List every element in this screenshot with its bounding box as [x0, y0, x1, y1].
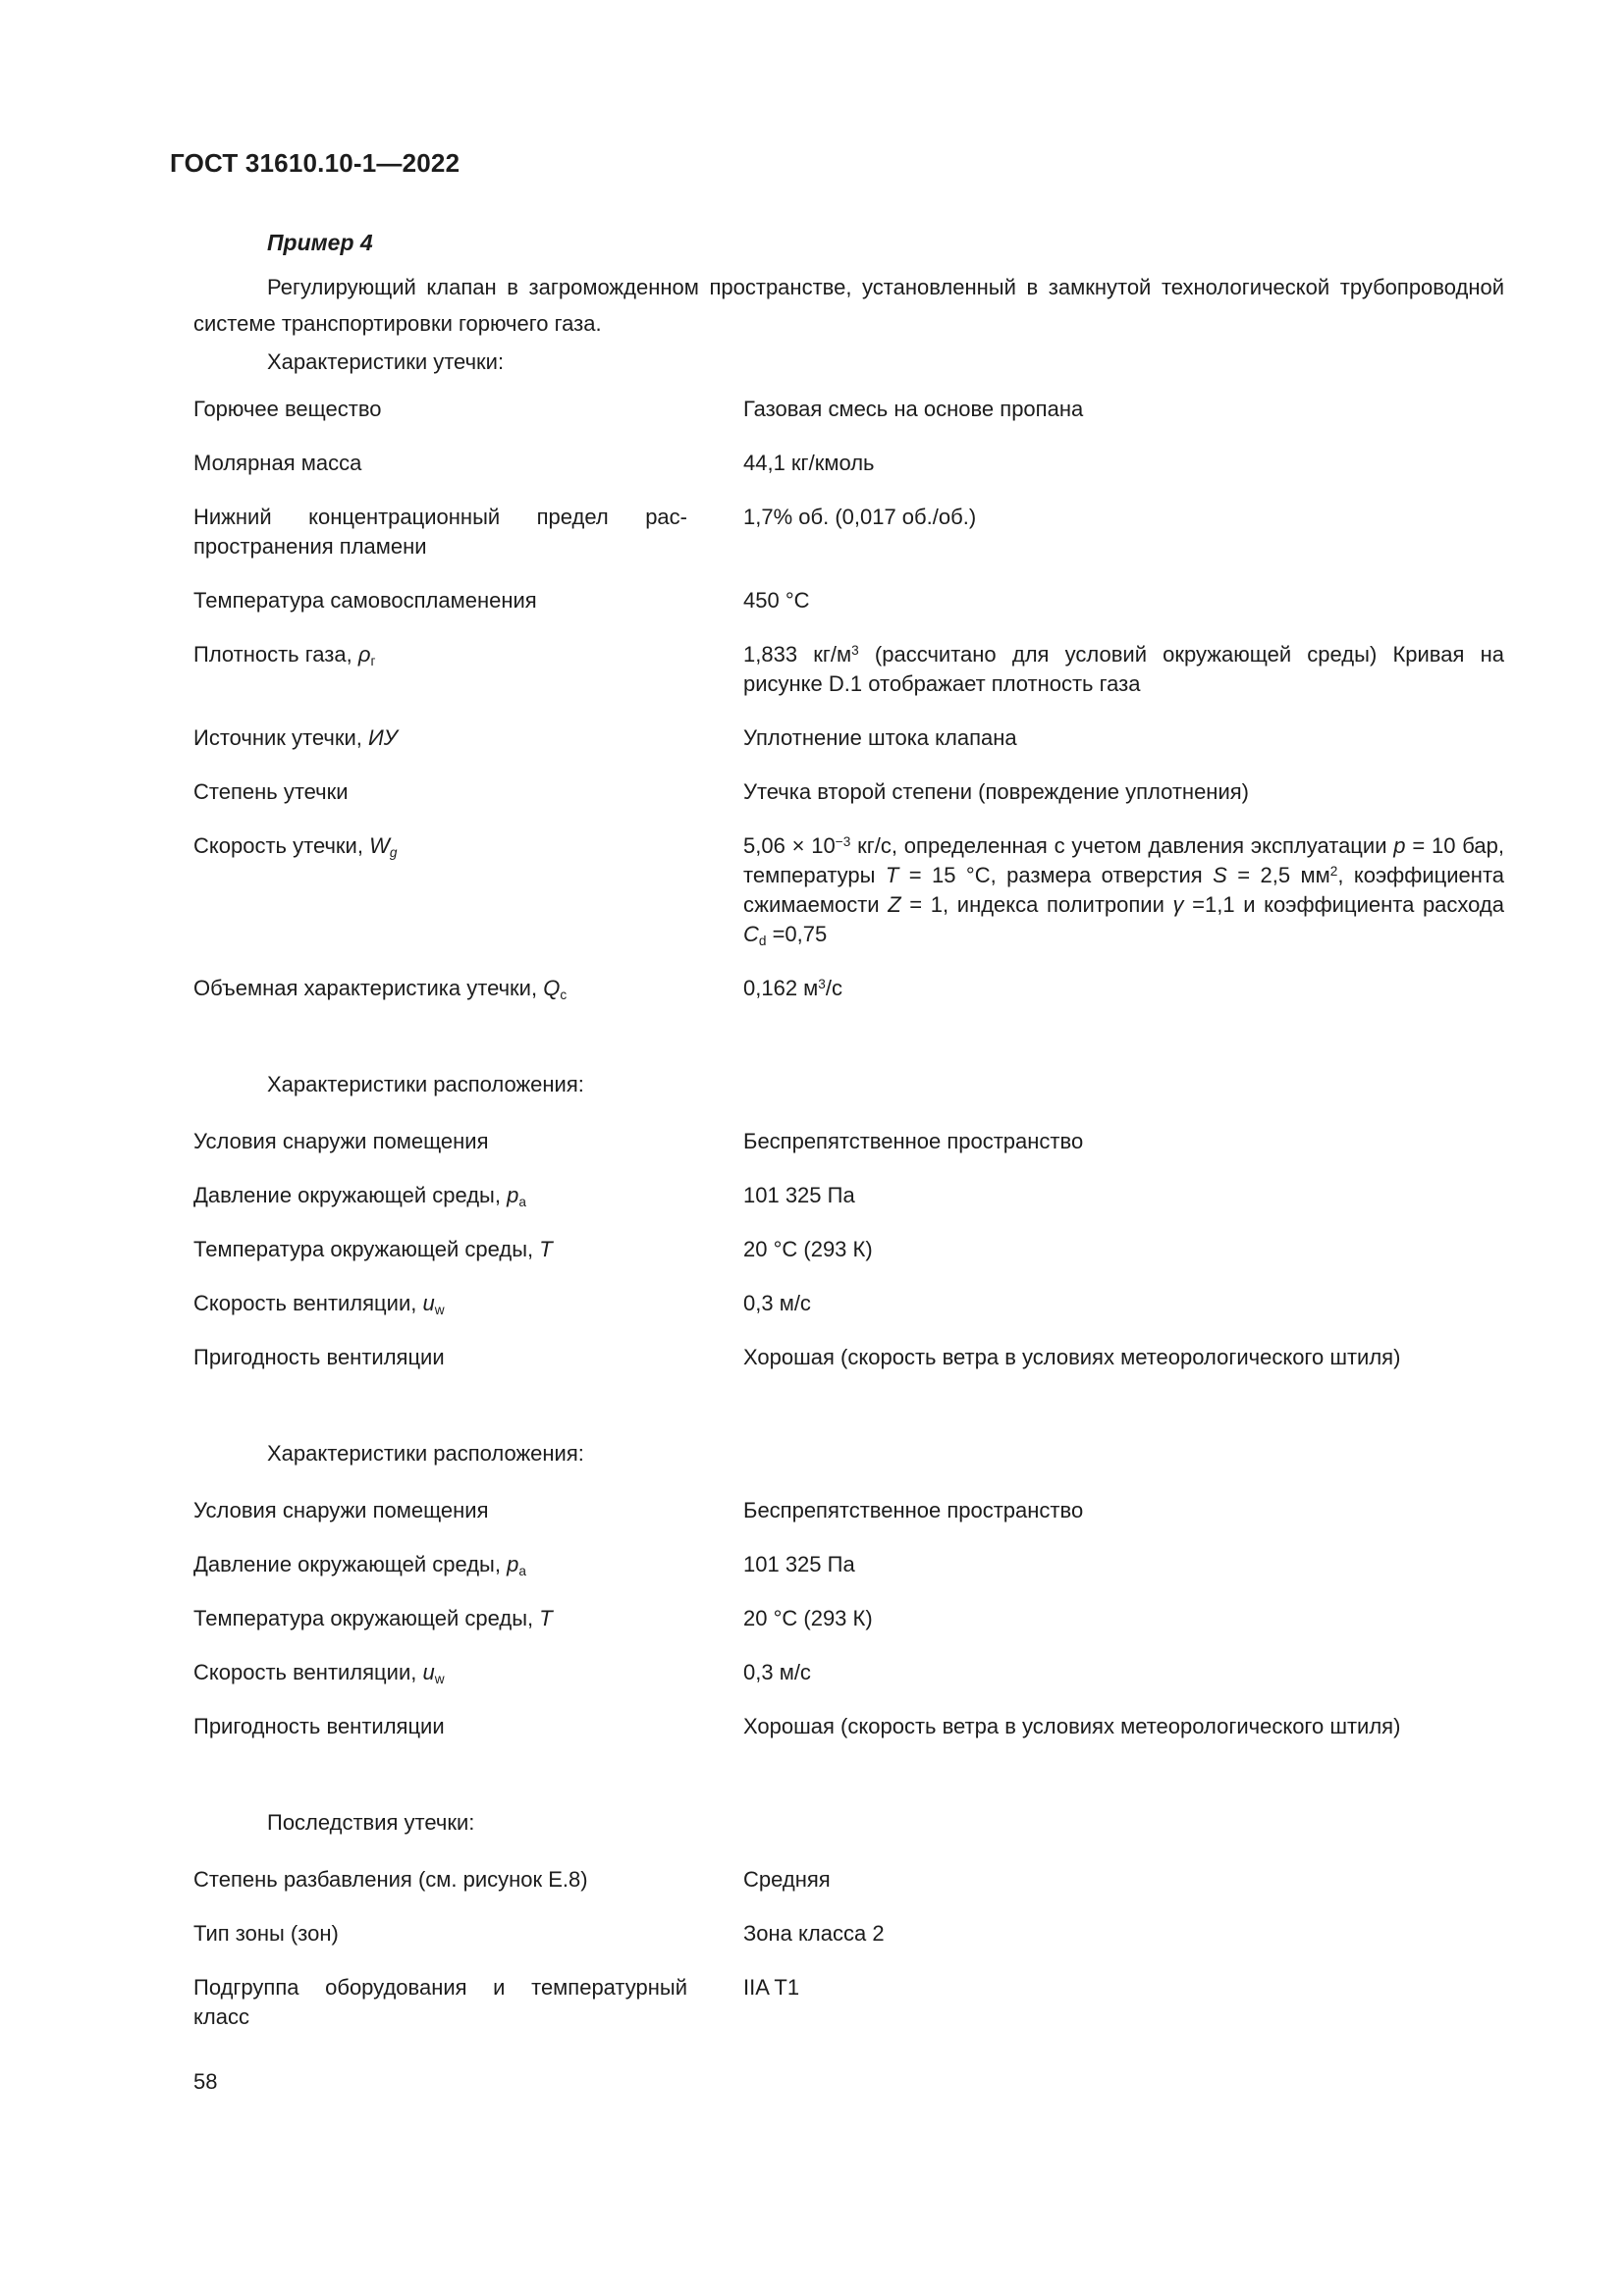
characteristics-list	[193, 344, 1504, 2032]
table-row	[193, 1289, 1504, 1318]
section-caption: Характеристики утечки:	[267, 349, 505, 374]
row-value: 1,7% об. (0,017 об./об.)	[743, 505, 977, 529]
table-row	[193, 1712, 1504, 1741]
row-value: Беспрепятственное пространство	[743, 1129, 1084, 1153]
example-intro: Регулирующий клапан в загроможденном пространстве, установленный в замкнутой технологической трубопроводной системе транспортировки горючего газа.	[193, 275, 1504, 336]
row-value: 1,833 $кг/м^3$ (рассчитано для условий окружающей среды) Кривая на рисунке D.1 отображает плотность газа	[743, 642, 1504, 696]
row-value: 0,162 $м^3/с$	[743, 976, 842, 1000]
row-value: 20 °C (293 К)	[743, 1237, 873, 1261]
row-label: Подгруппа оборудования и температурный класс	[193, 1975, 687, 2029]
row-value: 101 325 Па	[743, 1552, 855, 1576]
row-label: Плотность газа, $\rho_г$	[193, 642, 376, 668]
row-value: 0,3 м/с	[743, 1660, 811, 1684]
table-row	[193, 503, 1504, 561]
section-rows	[193, 1865, 1504, 2032]
table-row	[193, 1496, 1504, 1525]
row-label: Тип зоны (зон)	[193, 1921, 339, 1946]
row-value: Хорошая (скорость ветра в условиях метеорологического штиля)	[743, 1714, 1401, 1738]
row-value: Газовая смесь на основе пропана	[743, 397, 1084, 421]
section-caption: Последствия утечки:	[267, 1810, 475, 1835]
row-label: Условия снаружи помещения	[193, 1129, 489, 1153]
row-label: Скорость вентиляции, $u_w$	[193, 1291, 445, 1317]
row-value: 0,3 м/с	[743, 1291, 811, 1315]
row-label: Условия снаружи помещения	[193, 1498, 489, 1522]
table-row	[193, 1865, 1504, 1895]
row-value: 101 325 Па	[743, 1183, 855, 1207]
row-value: 450 °C	[743, 588, 810, 613]
row-label: Объемная характеристика утечки, $Q_с$	[193, 976, 568, 1002]
table-row	[193, 1919, 1504, 1949]
row-label: Температура самовоспламенения	[193, 588, 537, 613]
table-row	[193, 640, 1504, 699]
row-label: Пригодность вентиляции	[193, 1714, 445, 1738]
row-value: IIA T1	[743, 1975, 800, 2000]
row-label: Давление окружающей среды, $p_а$	[193, 1552, 526, 1578]
row-value: $5,06 \times 10^{-3}$ кг/с, определенная с учетом давления эксплуатации p = 10 бар, температуры T = 15 °C, размера отверстия S = 2,5 $мм^2$, коэффициента сжимаемости Z = 1, индекса политропии γ =1,1 и коэффициента расхода $C_d =0,75$	[743, 833, 1505, 948]
section-rows	[193, 1496, 1504, 1741]
row-value: Уплотнение штока клапана	[743, 725, 1017, 750]
table-row	[193, 974, 1504, 1003]
row-label: Скорость утечки, $W_g$	[193, 833, 398, 860]
section-caption: Характеристики расположения:	[267, 1441, 584, 1466]
row-label: Скорость вентиляции, $u_w$	[193, 1660, 445, 1686]
characteristics-section	[193, 1804, 1504, 2032]
row-value: Зона класса 2	[743, 1921, 885, 1946]
characteristics-section	[193, 1066, 1504, 1372]
table-row	[193, 586, 1504, 615]
row-label: Молярная масса	[193, 451, 362, 475]
row-value: Беспрепятственное пространство	[743, 1498, 1084, 1522]
characteristics-section	[193, 344, 1504, 1003]
row-value: 20 °C (293 К)	[743, 1606, 873, 1630]
characteristics-section	[193, 1435, 1504, 1741]
table-row	[193, 1973, 1504, 2032]
table-row	[193, 1343, 1504, 1372]
doc-code-header: ГОСТ 31610.10-1—2022	[170, 148, 460, 178]
table-row	[193, 1127, 1504, 1156]
row-label: Пригодность вентиляции	[193, 1345, 445, 1369]
example-title: Пример 4	[267, 230, 373, 255]
table-row	[193, 449, 1504, 478]
table-row	[193, 1550, 1504, 1579]
row-value: Утечка второй степени (повреждение уплотнения)	[743, 779, 1249, 804]
page-number: 58	[193, 2069, 218, 2094]
row-label: Степень разбавления (см. рисунок E.8)	[193, 1867, 588, 1892]
table-row	[193, 1604, 1504, 1633]
section-rows	[193, 395, 1504, 1003]
row-label: Температура окружающей среды, T	[193, 1237, 553, 1261]
row-label: Нижний концентрационный предел распространения пламени	[193, 505, 687, 559]
row-label: Источник утечки, ИУ	[193, 725, 398, 750]
row-label: Давление окружающей среды, $p_а$	[193, 1183, 526, 1209]
table-row	[193, 723, 1504, 753]
row-value: 44,1 кг/кмоль	[743, 451, 875, 475]
row-value: Средняя	[743, 1867, 831, 1892]
row-label: Температура окружающей среды, T	[193, 1606, 553, 1630]
row-label: Горючее вещество	[193, 397, 382, 421]
row-label: Степень утечки	[193, 779, 349, 804]
table-row	[193, 1658, 1504, 1687]
table-row	[193, 395, 1504, 424]
table-row	[193, 1235, 1504, 1264]
section-caption: Характеристики расположения:	[267, 1072, 584, 1096]
table-row	[193, 831, 1504, 949]
table-row	[193, 777, 1504, 807]
table-row	[193, 1181, 1504, 1210]
section-rows	[193, 1127, 1504, 1372]
row-value: Хорошая (скорость ветра в условиях метеорологического штиля)	[743, 1345, 1401, 1369]
